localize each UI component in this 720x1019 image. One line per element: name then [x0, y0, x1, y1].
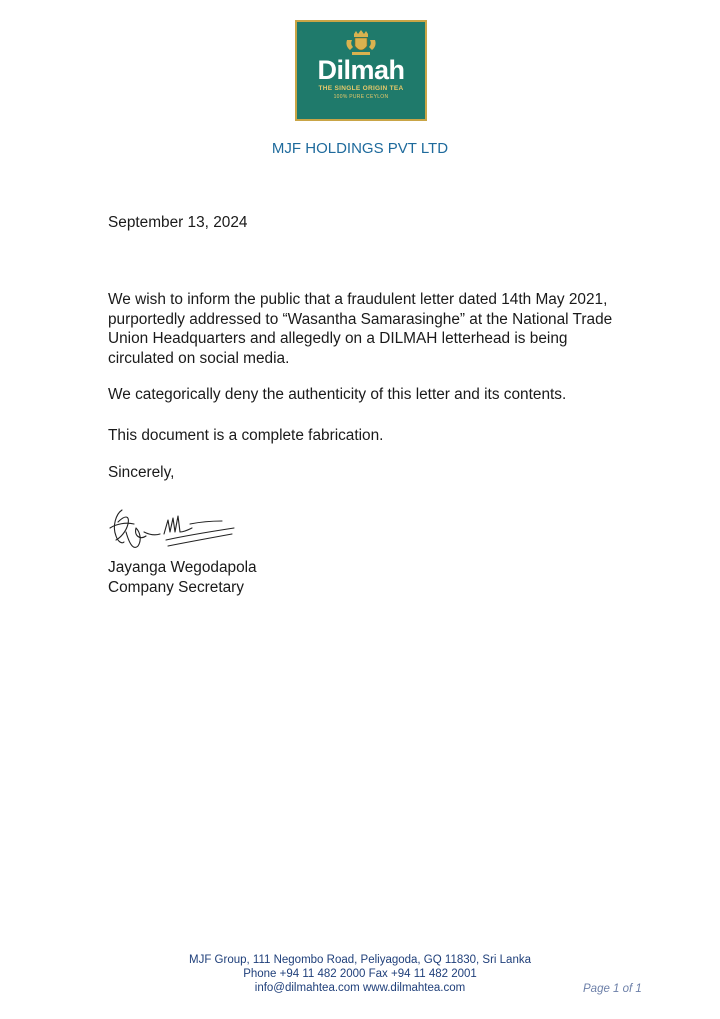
- signer-name: Jayanga Wegodapola: [108, 559, 257, 576]
- logo-brand: Dilmah: [317, 55, 405, 85]
- company-name: MJF HOLDINGS PVT LTD: [271, 140, 449, 157]
- dilmah-logo: [295, 20, 427, 121]
- logo-tagline: THE SINGLE ORIGIN TEA: [318, 85, 404, 92]
- page-number: Page 1 of 1: [583, 983, 642, 995]
- letter-date: September 13, 2024: [108, 214, 248, 231]
- closing: Sincerely,: [108, 464, 175, 481]
- footer-address: MJF Group, 111 Negombo Road, Peliyagoda, GQ 11830, Sri Lanka: [189, 954, 531, 966]
- signer-title: Company Secretary: [108, 579, 245, 596]
- paragraph-fraud-notice: We wish to inform the public that a fraudulent letter dated 14th May 2021, purportedly addressed to “Wasantha Samarasinghe” at the National Trade Union Headquarters and allegedly on a DILMAH letterhead is being circulated on social media.: [108, 291, 613, 367]
- signature-image: [104, 502, 238, 554]
- logo-subtagline: 100% PURE CEYLON: [333, 94, 389, 100]
- crest-icon: [344, 30, 378, 56]
- footer-phone-fax: Phone +94 11 482 2000 Fax +94 11 482 2001: [243, 968, 477, 980]
- paragraph-denial: We categorically deny the authenticity of this letter and its contents.: [108, 386, 567, 403]
- paragraph-fabrication: This document is a complete fabrication.: [108, 427, 384, 444]
- footer-contact: info@dilmahtea.com www.dilmahtea.com: [254, 982, 466, 994]
